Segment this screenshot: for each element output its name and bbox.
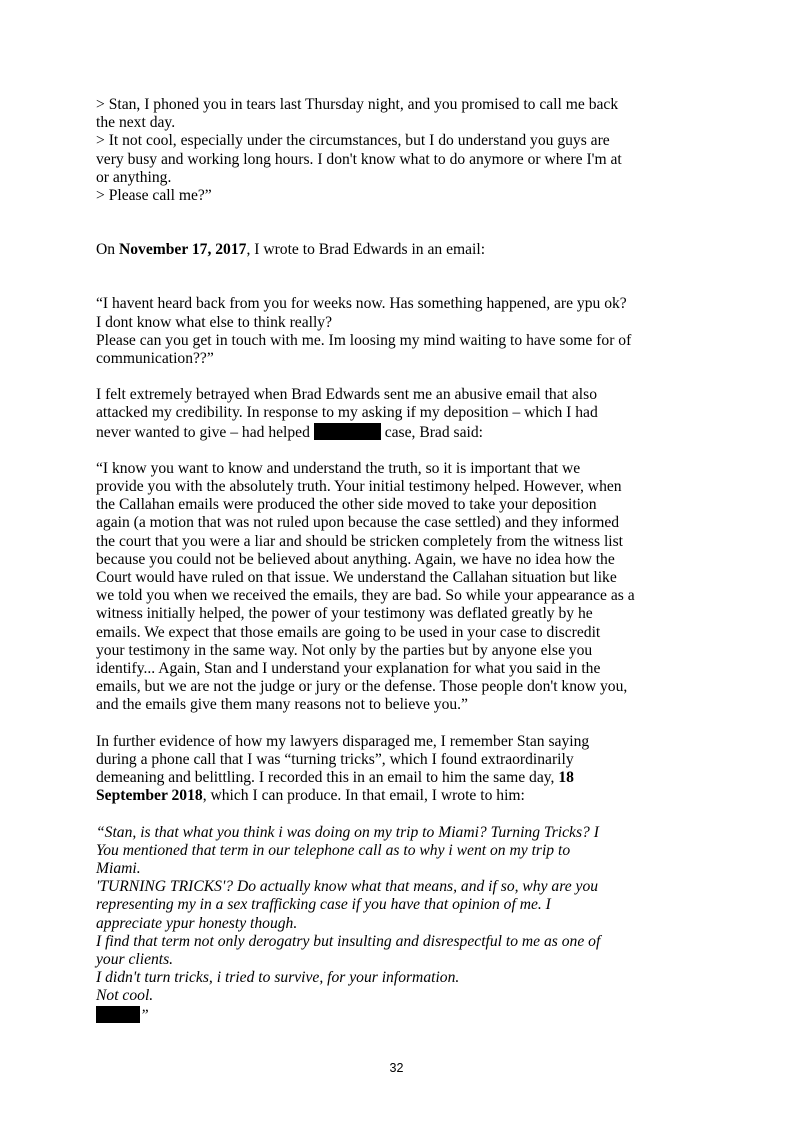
further-line3-prefix: demeaning and belittling. I recorded this in an email to him the same day, xyxy=(96,769,559,787)
text-line: witness initially helped, the power of your testimony was deflated greatly by he xyxy=(96,605,593,623)
text-line xyxy=(96,423,700,442)
text-line: the court that you were a liar and should be stricken completely from the witness list xyxy=(96,532,624,550)
text-line: or anything. xyxy=(96,168,172,186)
text-line: I find that term not only derogatry but insulting and disrespectful to me as one of xyxy=(96,932,601,950)
text-line: 'TURNING TRICKS'? Do actually know what that means, and if so, why are you xyxy=(96,878,599,896)
document-body xyxy=(96,96,700,1025)
text-line: I felt extremely betrayed when Brad Edwards sent me an abusive email that also xyxy=(96,386,597,404)
text-line: your testimony in the same way. Not only by the parties but by anyone else you xyxy=(96,641,593,659)
intro-prefix: On xyxy=(96,241,119,259)
text-line xyxy=(96,769,700,787)
text-line: “I know you want to know and understand the truth, so it is important that we xyxy=(96,459,581,477)
closing-quote-mark: ” xyxy=(140,1006,149,1024)
text-line: provide you with the absolutely truth. Your initial testimony helped. However, when xyxy=(96,478,622,496)
redaction-bar xyxy=(314,423,381,440)
text-line: identify... Again, Stan and I understand your explanation for what you said in the xyxy=(96,660,601,678)
email-quote-2 xyxy=(96,824,700,1025)
text-line: Miami. xyxy=(96,859,141,877)
further-evidence-paragraph xyxy=(96,733,700,806)
text-line: In further evidence of how my lawyers disparaged me, I remember Stan saying xyxy=(96,732,590,750)
further-line4-suffix: , which I can produce. In that email, I wrote to him: xyxy=(202,787,525,805)
text-line xyxy=(96,787,700,805)
intro-paragraph xyxy=(96,241,700,259)
further-date-part2: September 2018 xyxy=(96,787,203,805)
text-line: > Please call me?” xyxy=(96,187,212,205)
betrayal-line3-prefix: never wanted to give – had helped xyxy=(96,423,314,441)
text-line: “I havent heard back from you for weeks now. Has something happened, are ypu ok? xyxy=(96,295,627,313)
text-line xyxy=(96,241,700,259)
text-line: because you could not be believed about anything. Again, we have no idea how the xyxy=(96,550,615,568)
intro-suffix: , I wrote to Brad Edwards in an email: xyxy=(246,241,486,259)
text-line: emails, but we are not the judge or jury or the defense. Those people don't know you, xyxy=(96,678,628,696)
text-line: “Stan, is that what you think i was doing on my trip to Miami? Turning Tricks? I xyxy=(96,823,599,841)
text-line: your clients. xyxy=(96,950,174,968)
text-line: very busy and working long hours. I don't know what to do anymore or where I'm at xyxy=(96,150,622,168)
email-quote-1 xyxy=(96,295,700,368)
text-line: and the emails give them many reasons not to believe you.” xyxy=(96,696,468,714)
text-line: You mentioned that term in our telephone call as to why i went on my trip to xyxy=(96,841,571,859)
text-line: Not cool. xyxy=(96,987,154,1005)
text-line: > Stan, I phoned you in tears last Thursday night, and you promised to call me back xyxy=(96,96,619,113)
text-line: > It not cool, especially under the circumstances, but I do understand you guys are xyxy=(96,132,610,150)
text-line: Please can you get in touch with me. Im loosing my mind waiting to have some for of xyxy=(96,331,632,349)
further-date-part1: 18 xyxy=(558,769,574,787)
text-line: appreciate ypur honesty though. xyxy=(96,914,298,932)
text-line: during a phone call that I was “turning tricks”, which I found extraordinarily xyxy=(96,750,574,768)
redaction-bar xyxy=(96,1006,140,1023)
text-line xyxy=(96,1006,700,1025)
text-line: again (a motion that was not ruled upon because the case settled) and they informed xyxy=(96,514,620,532)
betrayal-paragraph xyxy=(96,386,700,442)
text-line: the Callahan emails were produced the other side moved to take your deposition xyxy=(96,496,597,514)
brad-edwards-quote xyxy=(96,460,700,715)
text-line: we told you when we received the emails, they are bad. So while your appearance as a xyxy=(96,587,635,605)
text-line: the next day. xyxy=(96,114,176,132)
text-line: representing my in a sex trafficking case if you have that opinion of me. I xyxy=(96,896,551,914)
text-line: emails. We expect that those emails are going to be used in your case to discredit xyxy=(96,623,601,641)
text-line: attacked my credibility. In response to my asking if my deposition – which I had xyxy=(96,404,598,422)
text-line: communication??” xyxy=(96,350,214,368)
intro-date: November 17, 2017 xyxy=(118,241,247,259)
text-line: I dont know what else to think really? xyxy=(96,313,333,331)
text-line: I didn't turn tricks, i tried to survive, for your information. xyxy=(96,969,460,987)
quoted-email-continuation xyxy=(96,96,700,205)
page-number: 32 xyxy=(389,1061,404,1075)
betrayal-line3-suffix: case, Brad said: xyxy=(380,423,484,441)
text-line: Court would have ruled on that issue. We understand the Callahan situation but like xyxy=(96,569,617,587)
